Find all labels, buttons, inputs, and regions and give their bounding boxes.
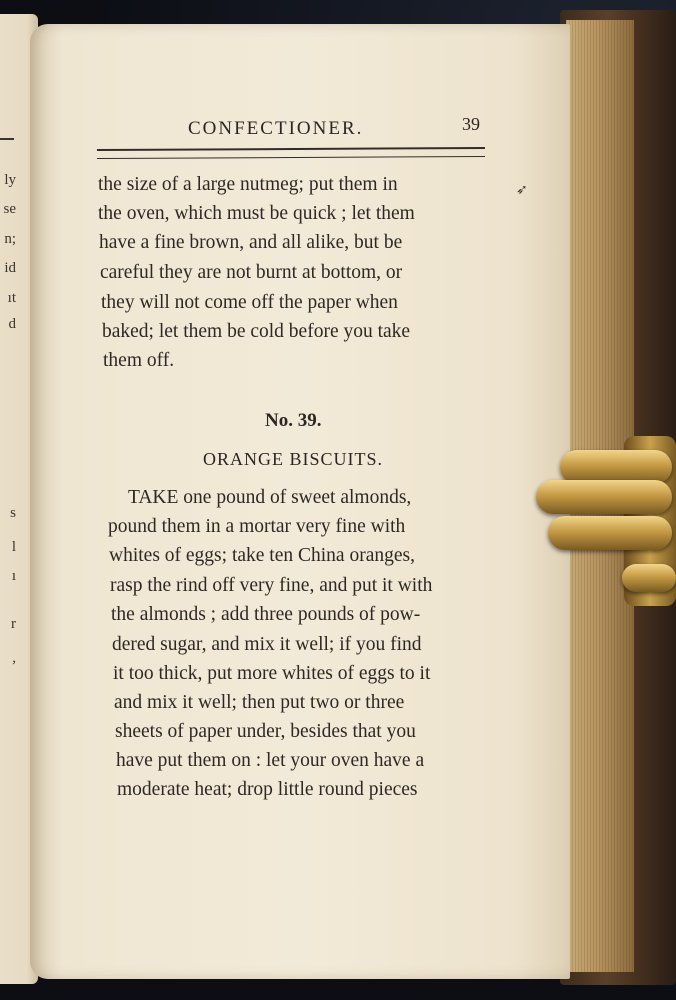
text-line: pound them in a mortar very fine with — [108, 516, 406, 537]
previous-page-fragment: id — [4, 260, 16, 276]
text-line: the almonds ; add three pounds of pow- — [111, 604, 421, 625]
page-number: 39 — [462, 114, 480, 134]
previous-page-fragment: l — [11, 539, 16, 555]
header-rule — [97, 147, 485, 159]
clip-finger — [560, 450, 672, 484]
text-line: have put them on : let your oven have a — [116, 750, 425, 771]
previous-page-fragment: ly — [4, 172, 16, 188]
recipe-number: No. 39. — [265, 410, 322, 431]
text-line: careful they are not burnt at bottom, or — [100, 262, 403, 283]
previous-page-fragment: se — [3, 201, 16, 217]
brass-page-clip — [536, 436, 676, 606]
previous-page-fragment: , — [12, 650, 16, 666]
text-line: have a fine brown, and all alike, but be — [99, 232, 403, 253]
text-line: the size of a large nutmeg; put them in — [98, 174, 398, 195]
previous-page-fragment: d — [8, 316, 16, 332]
previous-page-rule — [0, 138, 14, 140]
text-line: they will not come off the paper when — [101, 292, 398, 313]
clip-thumb — [622, 564, 676, 592]
clip-finger — [536, 480, 672, 514]
previous-page-fragment: n; — [4, 231, 16, 247]
previous-page-fragment: ı — [11, 568, 16, 584]
text-line: dered sugar, and mix it well; if you find — [112, 634, 422, 655]
clip-finger — [548, 516, 672, 550]
text-line: moderate heat; drop little round pieces — [117, 779, 418, 800]
text-line: them off. — [103, 350, 175, 371]
text-line: sheets of paper under, besides that you — [115, 721, 416, 742]
running-head: CONFECTIONER. — [188, 118, 364, 139]
text-line: rasp the rind off very fine, and put it with — [110, 575, 433, 596]
text-line: it too thick, put more whites of eggs to it — [113, 663, 431, 684]
recipe-title: ORANGE BISCUITS. — [203, 449, 384, 469]
previous-page-fragment: s — [10, 505, 16, 521]
text-line: whites of eggs; take ten China oranges, — [109, 545, 415, 566]
text-line: and mix it well; then put two or three — [114, 692, 405, 713]
previous-page-fragment: r — [11, 616, 16, 632]
text-line: TAKE one pound of sweet almonds, — [128, 487, 412, 508]
text-line: baked; let them be cold before you take — [102, 321, 411, 342]
text-line: the oven, which must be quick ; let them — [98, 203, 415, 224]
previous-page-fragment: ıt — [7, 290, 16, 306]
margin-mark: ➶ — [516, 182, 528, 198]
